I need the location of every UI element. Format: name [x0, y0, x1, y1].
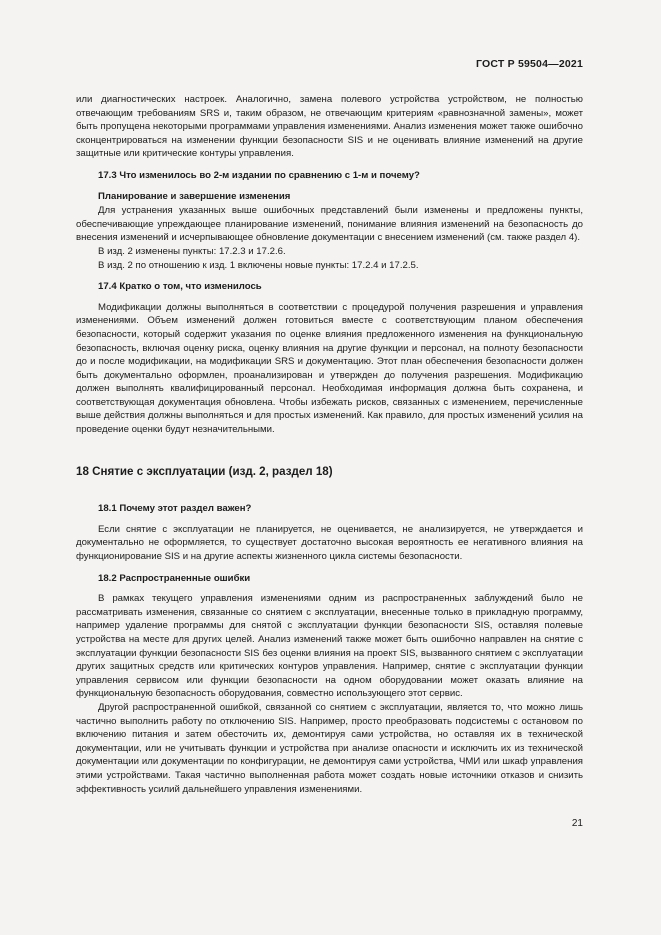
heading-18-2: 18.2 Распространенные ошибки — [98, 572, 251, 584]
paragraph-new-clauses: В изд. 2 по отношению к изд. 1 включены новые пункты: 17.2.4 и 17.2.5. — [98, 259, 419, 271]
subheading-planning: Планирование и завершение изменения — [98, 190, 291, 202]
paragraph-continuation: или диагностических настроек. Аналогично, замена полевого устройства устройством, не полностью отвечающим требованиям SRS и, таким образом, не отвечающим критериям «равнозначной замены», может быть пропущена некоторыми программами управления изменениями. Анализ изменения может также ошибочно сконцентрироваться на изменении функции безопасности SIS и не оценивать влияние изменений на другие защитные или критические контуры управления. — [76, 94, 583, 160]
document-id-header: ГОСТ Р 59504—2021 — [475, 58, 583, 70]
paragraph-common-errors-2: Другой распространенной ошибкой, связанной со снятием с эксплуатации, является то, что можно лишь частично выполнить работу по отключению SIS. Например, просто преобразовать подсистемы с остановом по включению питания и затем обесточить их, демонтируя сами устройства, но оставляя их в технической документации, или не учитывать функции и устройства при анализе опасности и исключить их из технической документации или документации по конфигурации, не демонтируя сами устройства, ЧМИ или шкаф управления этими устройствами. Такая частично выполненная работа может создать новые источники отказов и снизить эффективность усилий дальнейшего управления изменениями. — [76, 701, 583, 795]
heading-18-1: 18.1 Почему этот раздел важен? — [98, 503, 252, 515]
heading-17-3: 17.3 Что изменилось во 2-м издании по сравнению с 1-м и почему? — [98, 169, 420, 181]
paragraph-decommissioning-importance: Если снятие с эксплуатации не планируется, не оценивается, не анализируется, не утверждается и документально не оформляется, то существует достаточно высокая вероятность ее негативного влияния на функционирование SIS и на другие аспекты жизненного цикла системы безопасности. — [76, 523, 583, 563]
heading-section-18: 18 Снятие с эксплуатации (изд. 2, раздел 18) — [76, 464, 333, 478]
paragraph-common-errors-1: В рамках текущего управления изменениями одним из распространенных заблуждений было не рассматривать изменения, связанные со снятием с эксплуатации, внесенные только в прикладную программу, например удаление программы для снятой с эксплуатации функции безопасности SIS, оставляя полевые устройства на месте для других целей. Анализ изменений также может быть ошибочно направлен на снятие с эксплуатации функции безопасности SIS без оценки влияния на проект SIS, вызванного снятием с эксплуатации других защитных средств или критических контуров управления. Например, снятие с эксплуатации функции управления сервисом или функции безопасности на одном оборудовании может оказать влияние на функциональную безопасность оборудования, совместно использующего этот сервис. — [76, 593, 583, 700]
paragraph-planning: Для устранения указанных выше ошибочных представлений были изменены и предложены пункты, обеспечивающие упреждающее планирование изменений, понимание влияния изменений на безопасность до внесения изменений и исчерпывающее обновление документации с внесением изменений (см. также раздел 4). — [76, 205, 583, 244]
heading-17-4: 17.4 Кратко о том, что изменилось — [98, 281, 262, 293]
page-number: 21 — [571, 818, 583, 829]
paragraph-changed-clauses: В изд. 2 изменены пункты: 17.2.3 и 17.2.6. — [98, 245, 286, 257]
paragraph-modifications: Модификации должны выполняться в соответствии с процедурой получения разрешения и управления изменениями. Объем изменений должен готовиться вместе с соответствующим планом обеспечения безопасности, который содержит указания по оценке влияния предложенного изменения на функциональную безопасность, включая оценку риска, оценку влияния на другие функции и персонал, на полноту безопасности до и после модификации, на модификации SRS и документацию. Этот план обеспечения безопасности должен быть документально оформлен, проанализирован и утвержден до получения разрешения. Модификацию должен выполнять квалифицированный персонал. Необходимая информация должна быть сохранена, и соответствующая документация обновлена. Чтобы избежать рисков, связанных с изменением, перечисленные выше действия должны выполняться и для простых изменений. Как правило, для простых изменений усилия на проведение оценки будут незначительными. — [76, 301, 583, 436]
page-body — [76, 93, 583, 796]
